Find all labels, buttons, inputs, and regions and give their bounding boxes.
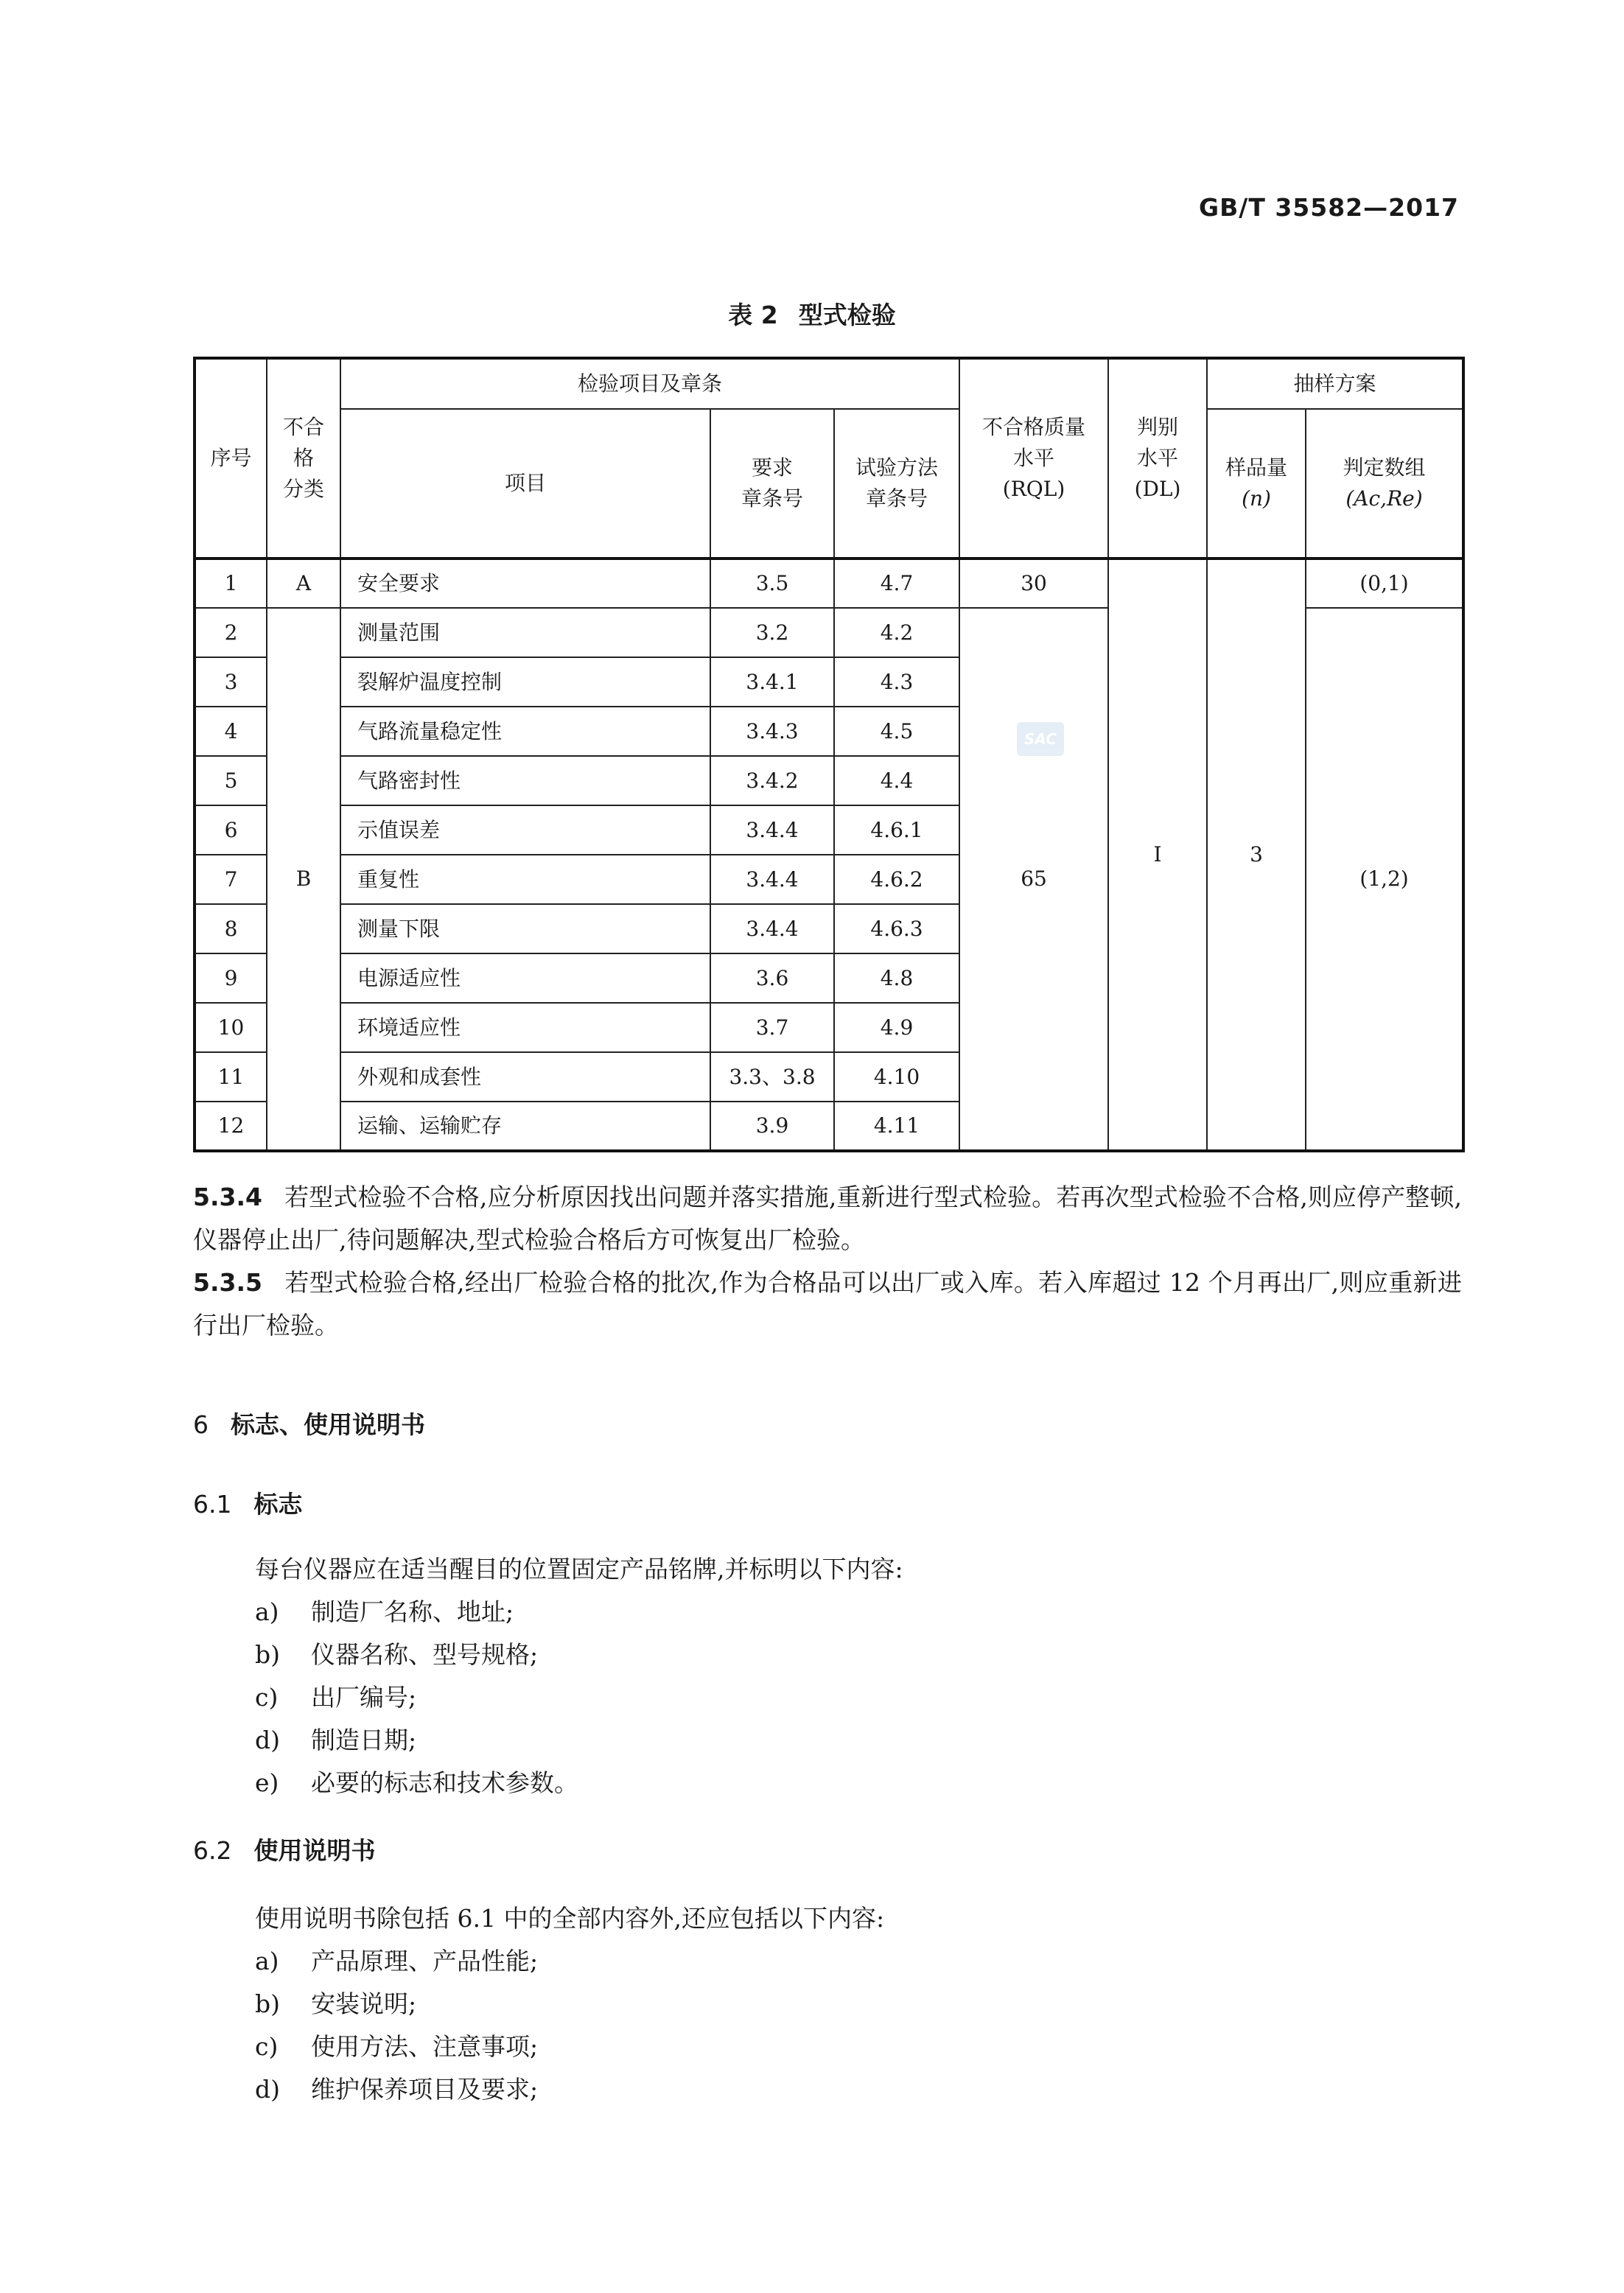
cell-item: 环境适应性 bbox=[340, 1003, 710, 1052]
list-label: d) bbox=[255, 2075, 280, 2104]
cell-acre-a: (0,1) bbox=[1306, 559, 1463, 608]
list-text: 出厂编号; bbox=[311, 1683, 417, 1712]
list-text: 安装说明; bbox=[311, 1989, 417, 2018]
cell-no: 10 bbox=[195, 1003, 267, 1052]
header-items-group: 检验项目及章条 bbox=[340, 358, 959, 409]
cell-method: 4.8 bbox=[834, 953, 959, 1003]
cell-req: 3.4.3 bbox=[710, 707, 834, 756]
cell-no: 3 bbox=[195, 657, 267, 707]
section-6-1-heading bbox=[193, 1485, 302, 1520]
list-label: a) bbox=[255, 1597, 279, 1626]
header-method-line: 章条号 bbox=[866, 486, 928, 511]
cell-method: 4.3 bbox=[834, 657, 959, 707]
cell-req: 3.7 bbox=[710, 1003, 834, 1052]
list-label: a) bbox=[255, 1947, 279, 1975]
header-item: 项目 bbox=[340, 409, 710, 559]
header-req bbox=[710, 409, 834, 559]
header-sampling: 抽样方案 bbox=[1207, 358, 1463, 409]
cell-item: 测量下限 bbox=[340, 904, 710, 953]
list-text: 产品原理、产品性能; bbox=[311, 1947, 539, 1975]
table-caption-title: 型式检验 bbox=[798, 301, 896, 329]
cell-req: 3.9 bbox=[710, 1102, 834, 1151]
header-category-line: 分类 bbox=[282, 477, 324, 501]
list-label: e) bbox=[255, 1768, 279, 1797]
section-number: 6 bbox=[193, 1410, 209, 1439]
clause-number: 5.3.5 bbox=[193, 1268, 262, 1297]
cell-no: 5 bbox=[195, 756, 267, 805]
cell-n: 3 bbox=[1207, 559, 1306, 1151]
section-number: 6.1 bbox=[193, 1490, 232, 1519]
cell-req: 3.6 bbox=[710, 953, 834, 1003]
table-caption-number: 表 2 bbox=[728, 301, 778, 329]
cell-rql-b: 65 bbox=[959, 608, 1108, 1151]
header-req-line: 章条号 bbox=[741, 486, 803, 511]
list-text: 制造厂名称、地址; bbox=[311, 1597, 514, 1626]
header-method-line: 试验方法 bbox=[855, 455, 939, 480]
section-title: 标志 bbox=[253, 1490, 303, 1519]
cell-method: 4.11 bbox=[834, 1102, 959, 1151]
cell-item: 外观和成套性 bbox=[340, 1052, 710, 1102]
cell-acre-b: (1,2) bbox=[1306, 608, 1463, 1151]
clause-5-3-4 bbox=[193, 1176, 1462, 1261]
table-row bbox=[195, 559, 1463, 608]
cell-no: 4 bbox=[195, 707, 267, 756]
header-category-line: 格 bbox=[293, 446, 314, 470]
cell-item: 示值误差 bbox=[340, 805, 710, 855]
list-item bbox=[255, 1593, 514, 1628]
header-seq: 序号 bbox=[195, 358, 267, 559]
header-acre bbox=[1306, 409, 1463, 559]
cell-req: 3.4.1 bbox=[710, 657, 834, 707]
header-req-line: 要求 bbox=[751, 455, 793, 480]
cell-item: 测量范围 bbox=[340, 608, 710, 657]
cell-method: 4.9 bbox=[834, 1003, 959, 1052]
header-rql-line: 不合格质量 bbox=[982, 415, 1086, 439]
cell-method: 4.6.2 bbox=[834, 855, 959, 904]
list-text: 使用方法、注意事项; bbox=[311, 2032, 539, 2061]
cell-method: 4.7 bbox=[834, 559, 959, 608]
type-inspection-table bbox=[193, 357, 1465, 1152]
list-item bbox=[255, 1985, 416, 2020]
list-item bbox=[255, 1636, 538, 1670]
cell-no: 9 bbox=[195, 953, 267, 1003]
table-caption bbox=[0, 296, 1624, 331]
cell-method: 4.10 bbox=[834, 1052, 959, 1102]
section-6-2-intro: 使用说明书除包括 6.1 中的全部内容外,还应包括以下内容: bbox=[255, 1904, 885, 1933]
section-6-1-intro: 每台仪器应在适当醒目的位置固定产品铭牌,并标明以下内容: bbox=[255, 1555, 903, 1583]
cell-no: 1 bbox=[195, 559, 267, 608]
list-label: b) bbox=[255, 1989, 280, 2018]
clause-text: 若型式检验不合格,应分析原因找出问题并落实措施,重新进行型式检验。若再次型式检验不合格,则应停产整顿,仪器停止出厂,待问题解决,型式检验合格后方可恢复出厂检验。 bbox=[193, 1183, 1462, 1254]
list-text: 必要的标志和技术参数。 bbox=[311, 1768, 578, 1797]
sac-watermark: SAC bbox=[1017, 722, 1064, 756]
list-item bbox=[255, 1721, 416, 1756]
cell-req: 3.3、3.8 bbox=[710, 1052, 834, 1102]
header-method bbox=[834, 409, 959, 559]
clause-text: 若型式检验合格,经出厂检验合格的批次,作为合格品可以出厂或入库。若入库超过 12 个月再出厂,则应重新进行出厂检验。 bbox=[193, 1268, 1462, 1340]
header-n-label: 样品量 bbox=[1225, 455, 1288, 480]
header-rql bbox=[959, 358, 1108, 559]
header-n-symbol: (n) bbox=[1242, 486, 1271, 511]
list-text: 仪器名称、型号规格; bbox=[311, 1640, 539, 1669]
cell-method: 4.2 bbox=[834, 608, 959, 657]
list-label: c) bbox=[255, 1683, 279, 1712]
section-title: 标志、使用说明书 bbox=[231, 1410, 425, 1439]
cell-category-a: A bbox=[267, 559, 340, 608]
cell-no: 2 bbox=[195, 608, 267, 657]
list-label: c) bbox=[255, 2032, 279, 2061]
list-item bbox=[255, 1942, 538, 1977]
header-category-line: 不合 bbox=[282, 415, 324, 439]
cell-dl: I bbox=[1108, 559, 1207, 1151]
list-text: 制造日期; bbox=[311, 1726, 417, 1754]
section-6-2-heading bbox=[193, 1832, 375, 1866]
cell-method: 4.5 bbox=[834, 707, 959, 756]
cell-req: 3.4.2 bbox=[710, 756, 834, 805]
cell-no: 8 bbox=[195, 904, 267, 953]
clause-number: 5.3.4 bbox=[193, 1183, 262, 1211]
cell-no: 7 bbox=[195, 855, 267, 904]
header-category bbox=[267, 358, 340, 559]
cell-req: 3.2 bbox=[710, 608, 834, 657]
header-n bbox=[1207, 409, 1306, 559]
cell-method: 4.6.3 bbox=[834, 904, 959, 953]
cell-item: 气路流量稳定性 bbox=[340, 707, 710, 756]
section-6-heading bbox=[193, 1406, 425, 1440]
cell-rql-a: 30 bbox=[959, 559, 1108, 608]
cell-method: 4.6.1 bbox=[834, 805, 959, 855]
cell-req: 3.4.4 bbox=[710, 855, 834, 904]
header-acre-symbol: (Ac,Re) bbox=[1345, 486, 1423, 511]
cell-item: 裂解炉温度控制 bbox=[340, 657, 710, 707]
cell-item: 电源适应性 bbox=[340, 953, 710, 1003]
list-item bbox=[255, 1678, 416, 1713]
cell-no: 11 bbox=[195, 1052, 267, 1102]
cell-item: 气路密封性 bbox=[340, 756, 710, 805]
cell-item: 重复性 bbox=[340, 855, 710, 904]
cell-no: 12 bbox=[195, 1102, 267, 1151]
clause-5-3-5 bbox=[193, 1261, 1462, 1347]
header-dl bbox=[1108, 358, 1207, 559]
list-item bbox=[255, 2070, 538, 2105]
header-dl-line: (DL) bbox=[1134, 477, 1181, 501]
list-label: b) bbox=[255, 1640, 280, 1669]
list-label: d) bbox=[255, 1726, 280, 1754]
cell-item: 运输、运输贮存 bbox=[340, 1102, 710, 1151]
header-acre-label: 判定数组 bbox=[1343, 455, 1426, 480]
section-title: 使用说明书 bbox=[253, 1836, 376, 1865]
header-dl-line: 水平 bbox=[1137, 446, 1179, 470]
cell-category-b: B bbox=[267, 608, 340, 1151]
cell-item: 安全要求 bbox=[340, 559, 710, 608]
cell-req: 3.4.4 bbox=[710, 805, 834, 855]
cell-no: 6 bbox=[195, 805, 267, 855]
header-dl-line: 判别 bbox=[1137, 415, 1179, 439]
section-number: 6.2 bbox=[193, 1836, 232, 1865]
cell-method: 4.4 bbox=[834, 756, 959, 805]
list-item bbox=[255, 2028, 538, 2062]
list-text: 维护保养项目及要求; bbox=[311, 2075, 539, 2104]
cell-req: 3.4.4 bbox=[710, 904, 834, 953]
list-item bbox=[255, 1764, 578, 1799]
header-rql-line: (RQL) bbox=[1002, 477, 1065, 501]
standard-number: GB/T 35582—2017 bbox=[1199, 193, 1459, 222]
header-rql-line: 水平 bbox=[1013, 446, 1055, 470]
cell-req: 3.5 bbox=[710, 559, 834, 608]
